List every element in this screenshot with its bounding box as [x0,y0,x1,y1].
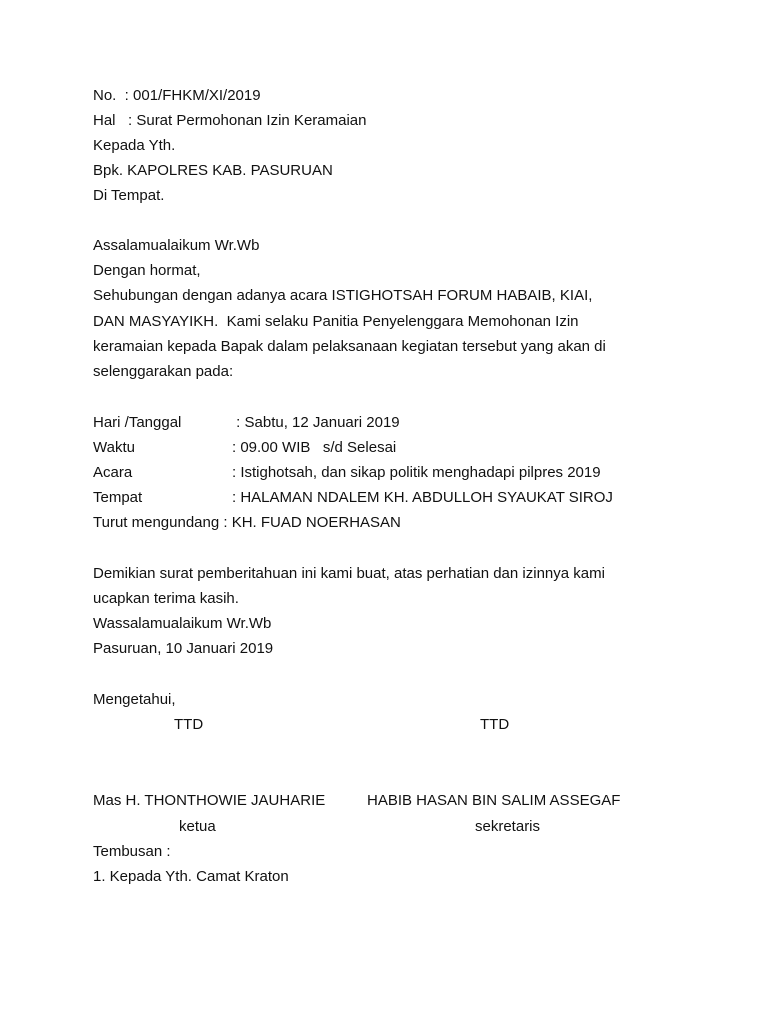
detail-value-date: : Sabtu, 12 Januari 2019 [232,414,400,431]
letter-subject: Hal : Surat Permohonan Izin Keramaian [93,112,367,129]
detail-value-time: : 09.00 WIB s/d Selesai [232,439,397,456]
detail-value-place: : HALAMAN NDALEM KH. ABDULLOH SYAUKAT SIROJ [232,489,613,506]
addressee-name: Bpk. KAPOLRES KAB. PASURUAN [93,162,333,179]
right-signature-mark: TTD [480,716,510,733]
letter-date: Pasuruan, 10 Januari 2019 [93,640,274,657]
paragraph-line: Sehubungan dengan adanya acara ISTIGHOTSAH FORUM HABAIB, KIAI, [93,287,593,304]
left-signature-mark: TTD [174,716,204,733]
detail-label-event: Acara [93,464,133,481]
closing-line: Demikian surat pemberitahuan ini kami buat, atas perhatian dan izinnya kami [93,565,605,582]
detail-label-place: Tempat [93,489,143,506]
paragraph-line: DAN MASYAYIKH. Kami selaku Panitia Penyelenggara Memohonan Izin [93,313,579,330]
turut-mengundang: Turut mengundang : KH. FUAD NOERHASAN [93,514,401,531]
greeting: Assalamualaikum Wr.Wb [93,237,260,254]
closing-salam: Wassalamualaikum Wr.Wb [93,615,272,632]
paragraph-line: selenggarakan pada: [93,363,234,380]
detail-value-event: : Istighotsah, dan sikap politik menghadapi pilpres 2019 [232,464,601,481]
left-signatory-role: ketua [179,818,216,835]
letter-number: No. : 001/FHKM/XI/2019 [93,87,261,104]
detail-label-time: Waktu [93,439,135,456]
right-signatory-name: HABIB HASAN BIN SALIM ASSEGAF [367,792,621,809]
mengetahui-label: Mengetahui, [93,691,176,708]
detail-label-date: Hari /Tanggal [93,414,182,431]
addressee-intro: Kepada Yth. [93,137,176,154]
right-signatory-role: sekretaris [475,818,541,835]
closing-line: ucapkan terima kasih. [93,590,239,607]
paragraph-line: keramaian kepada Bapak dalam pelaksanaan kegiatan tersebut yang akan di [93,338,606,355]
left-signatory-name: Mas H. THONTHOWIE JAUHARIE [93,792,326,809]
tembusan-label: Tembusan : [93,843,171,860]
opening: Dengan hormat, [93,262,201,279]
addressee-place: Di Tempat. [93,187,165,204]
tembusan-item: 1. Kepada Yth. Camat Kraton [93,868,289,885]
